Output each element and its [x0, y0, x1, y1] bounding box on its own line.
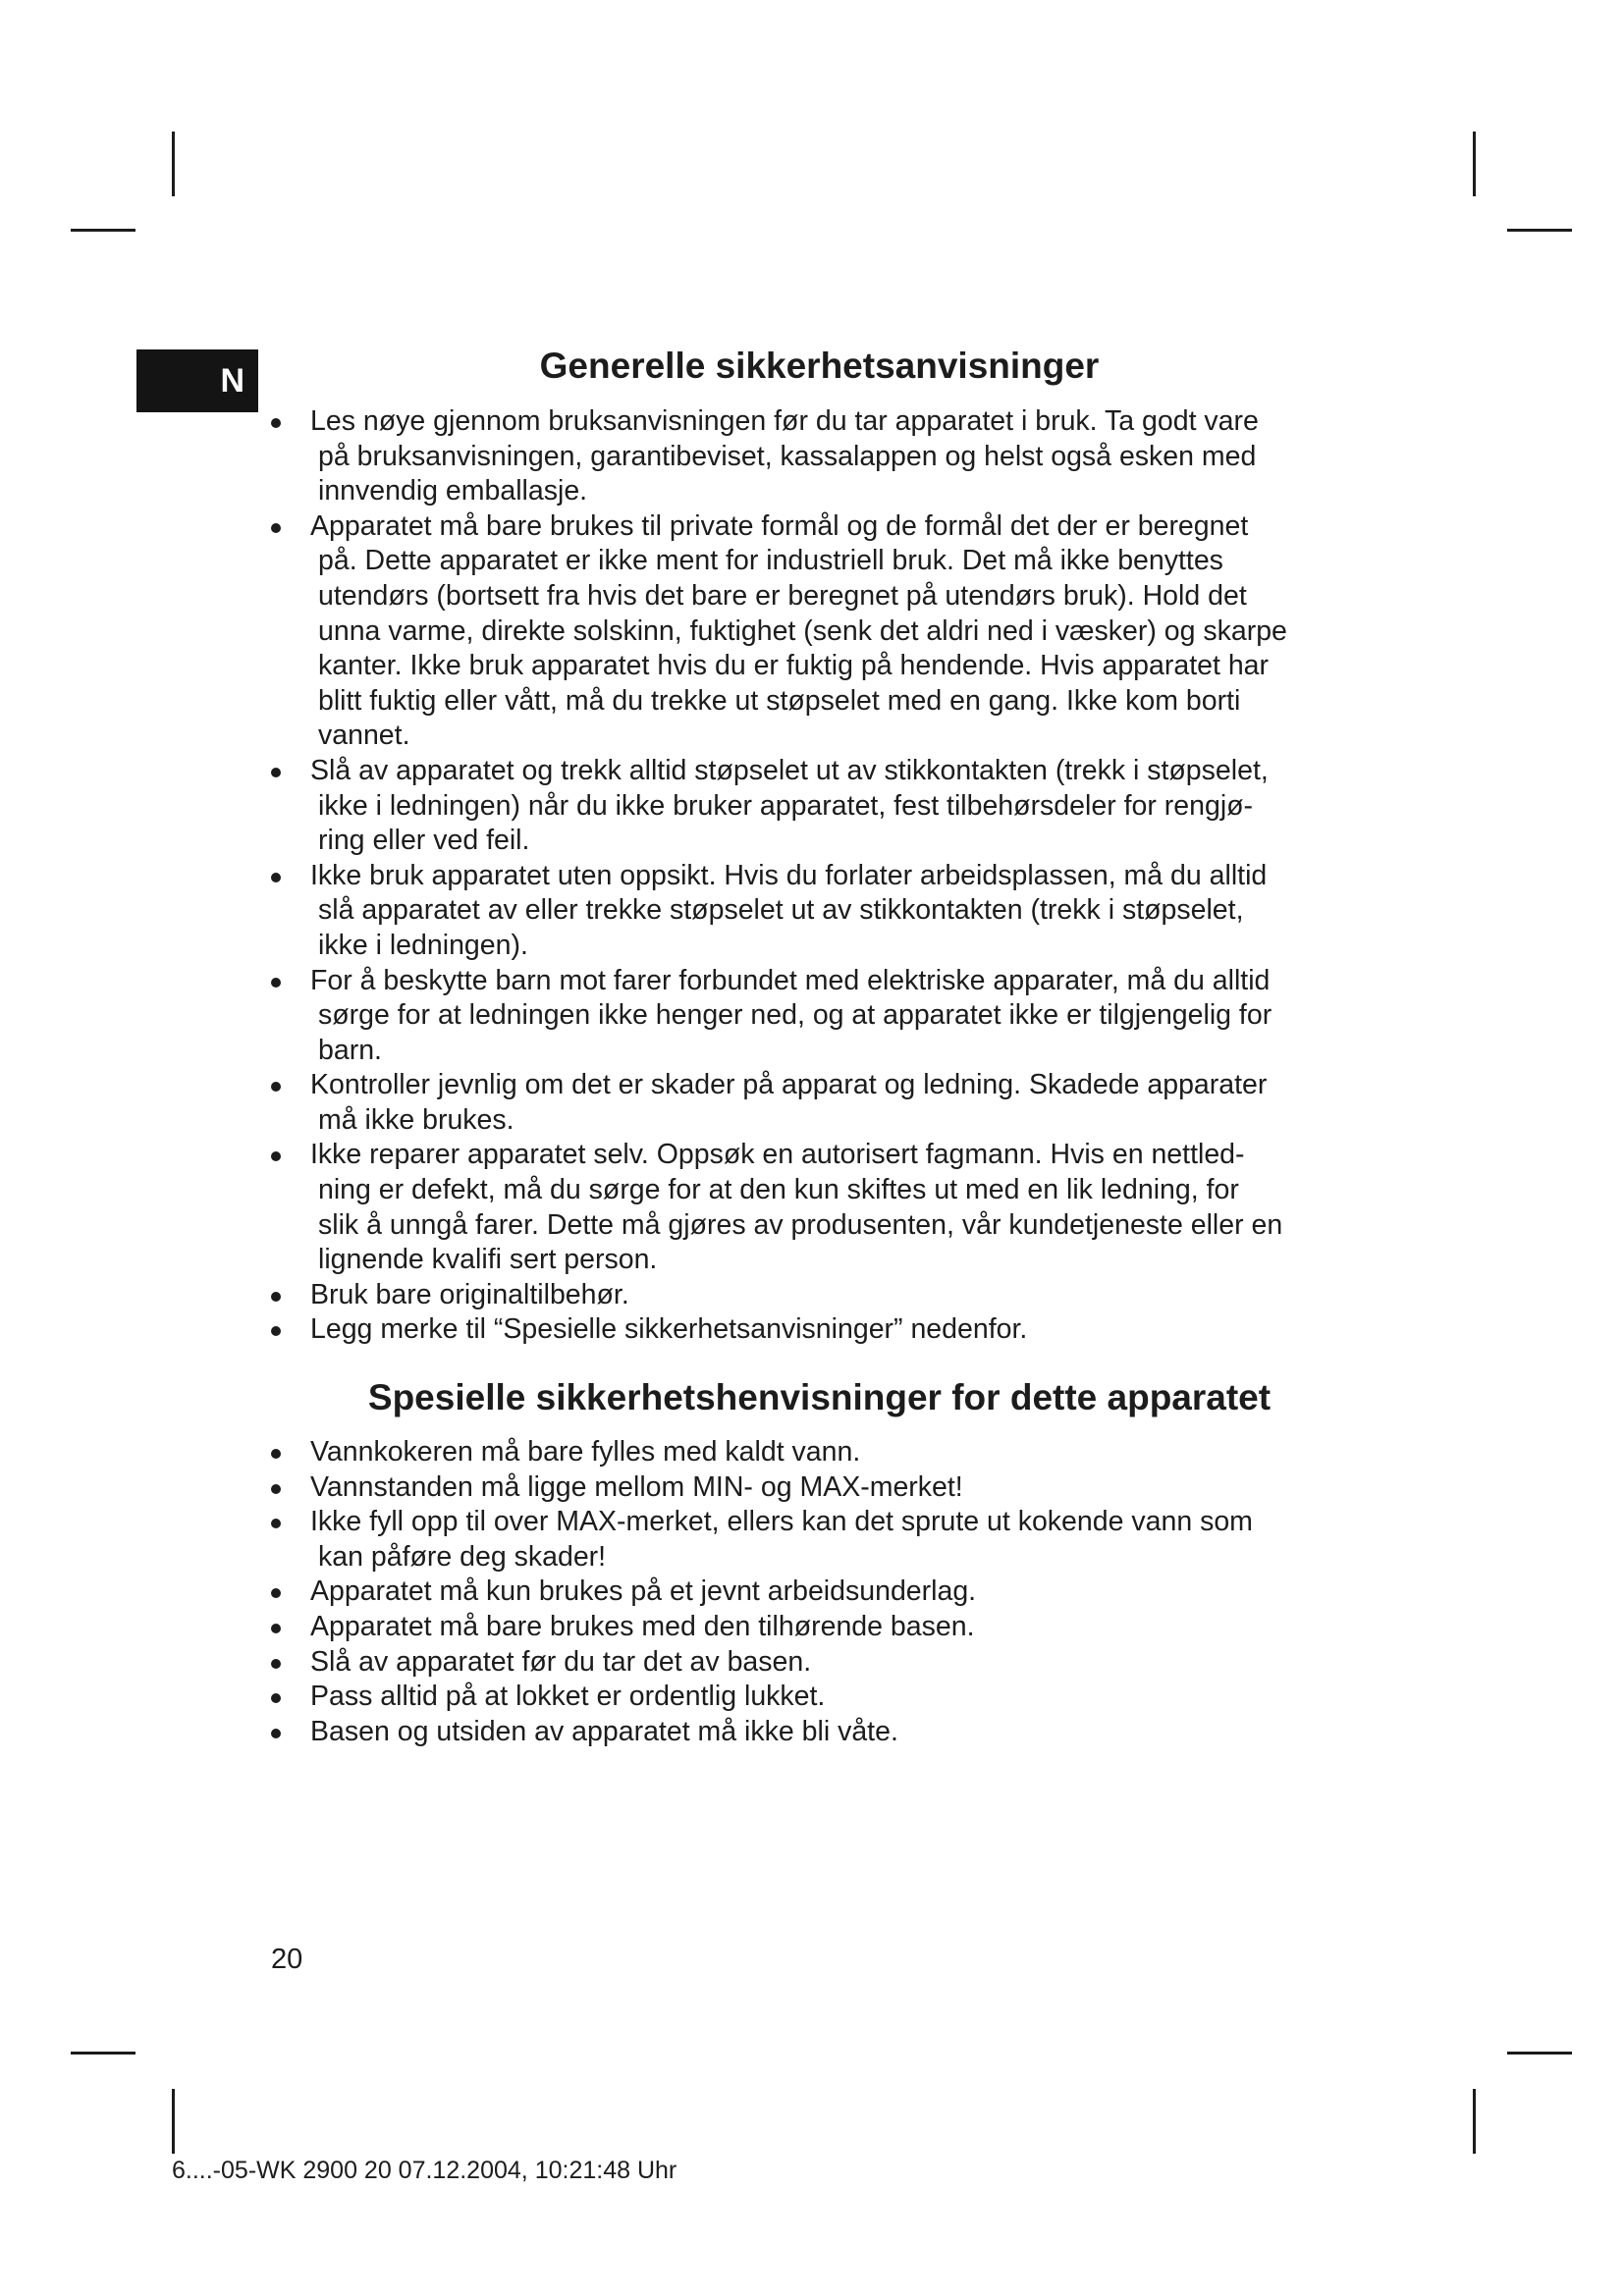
bullet-line: ring eller ved feil. — [318, 825, 530, 857]
bullet-line: Basen og utsiden av apparatet må ikke bli våte. — [310, 1715, 898, 1747]
bullet-item — [263, 1645, 1402, 1681]
bullet-item — [263, 404, 1402, 509]
bullet-line: Apparatet må bare brukes til private formål og de formål det der er beregnet — [310, 509, 1249, 542]
bullet-item — [263, 859, 1402, 964]
crop-mark-bottom-right-vertical — [1473, 2089, 1476, 2154]
bullet-line: lignende kvalifi sert person. — [318, 1244, 658, 1276]
bullet-line: Legg merke til “Spesielle sikkerhetsanvisninger” nedenfor. — [310, 1313, 1028, 1346]
crop-mark-bottom-right-horizontal — [1507, 2052, 1572, 2055]
bullet-item — [263, 1278, 1402, 1313]
crop-mark-bottom-left-vertical — [172, 2089, 175, 2154]
section-title-special-safety: Spesielle sikkerhetshenvisninger for dette apparatet — [367, 1377, 1272, 1417]
bullet-line: kanter. Ikke bruk apparatet hvis du er fuktig på hendende. Hvis apparatet har — [318, 650, 1270, 682]
crop-mark-top-right-horizontal — [1507, 229, 1572, 232]
bullet-line: Apparatet må kun brukes på et jevnt arbeidsunderlag. — [310, 1575, 977, 1608]
page-number: 20 — [271, 1944, 303, 1975]
bullet-item — [263, 1680, 1402, 1715]
bullet-line: slik å unngå farer. Dette må gjøres av produsenten, vår kundetjeneste eller en — [318, 1208, 1283, 1241]
bullet-line: på bruksanvisningen, garantibeviset, kassalappen og helst også esken med — [318, 440, 1257, 472]
bullet-line: Slå av apparatet før du tar det av basen. — [310, 1645, 812, 1678]
bullet-item — [263, 1312, 1402, 1348]
bullet-item — [263, 1068, 1402, 1138]
bullet-item — [263, 1715, 1402, 1750]
bullet-item — [263, 1470, 1402, 1506]
language-tab — [136, 349, 258, 412]
crop-mark-top-right-vertical — [1473, 132, 1476, 196]
crop-mark-top-left-vertical — [172, 132, 175, 196]
bullet-line: Slå av apparatet og trekk alltid støpselet ut av stikkontakten (trekk i støpselet, — [310, 754, 1269, 786]
bullet-line: Kontroller jevnlig om det er skader på apparat og ledning. Skadede apparater — [310, 1069, 1268, 1101]
bullet-line: Bruk bare originaltilbehør. — [310, 1278, 629, 1310]
bullet-item — [263, 964, 1402, 1069]
section-title-general-safety: Generelle sikkerhetsanvisninger — [539, 346, 1100, 386]
bullet-line: ning er defekt, må du sørge for at den kun skiftes ut med en lik ledning, for — [318, 1174, 1239, 1206]
special-safety-list — [263, 1435, 1402, 1749]
bullet-line: kan påføre deg skader! — [318, 1540, 607, 1573]
bullet-item — [263, 1138, 1402, 1277]
print-info: 6....-05-WK 2900 20 07.12.2004, 10:21:48 Uhr — [172, 2157, 677, 2184]
bullet-line: Ikke bruk apparatet uten oppsikt. Hvis du forlater arbeidsplassen, må du alltid — [310, 859, 1268, 891]
bullet-item — [263, 1575, 1402, 1610]
bullet-line: blitt fuktig eller vått, må du trekke ut støpselet med en gang. Ikke kom borti — [318, 684, 1241, 717]
bullet-line: Les nøye gjennom bruksanvisningen før du tar apparatet i bruk. Ta godt vare — [310, 405, 1259, 437]
bullet-item — [263, 1435, 1402, 1470]
bullet-item — [263, 1505, 1402, 1575]
bullet-line: ikke i ledningen) når du ikke bruker apparatet, fest tilbehørsdeler for rengjø- — [318, 789, 1254, 822]
bullet-line: må ikke brukes. — [318, 1103, 514, 1136]
bullet-line: unna varme, direkte solskinn, fuktighet (senk det aldri ned i væsker) og skarpe — [318, 614, 1287, 647]
language-tab-label: N — [220, 361, 244, 400]
bullet-line: Ikke fyll opp til over MAX-merket, ellers kan det sprute ut kokende vann som — [310, 1506, 1253, 1538]
bullet-line: slå apparatet av eller trekke støpselet ut av stikkontakten (trekk i støpselet, — [318, 894, 1244, 927]
bullet-line: Apparatet må bare brukes med den tilhørende basen. — [310, 1610, 975, 1642]
bullet-line: Vannstanden må ligge mellom MIN- og MAX-merket! — [310, 1470, 963, 1503]
crop-mark-bottom-left-horizontal — [71, 2052, 135, 2055]
bullet-line: Pass alltid på at lokket er ordentlig lukket. — [310, 1681, 826, 1713]
bullet-item — [263, 754, 1402, 859]
bullet-line: For å beskytte barn mot farer forbundet med elektriske apparater, må du alltid — [310, 964, 1271, 996]
bullet-item — [263, 509, 1402, 754]
bullet-line: innvendig emballasje. — [318, 475, 588, 507]
general-safety-list — [263, 404, 1402, 1348]
bullet-line: Ikke reparer apparatet selv. Oppsøk en autorisert fagmann. Hvis en nettled- — [310, 1139, 1245, 1171]
bullet-line: utendørs (bortsett fra hvis det bare er beregnet på utendørs bruk). Hold det — [318, 579, 1247, 612]
bullet-line: ikke i ledningen). — [318, 929, 528, 961]
bullet-line: vannet. — [318, 720, 410, 752]
bullet-line: barn. — [318, 1034, 382, 1066]
bullet-line: på. Dette apparatet er ikke ment for industriell bruk. Det må ikke benyttes — [318, 545, 1223, 577]
bullet-item — [263, 1610, 1402, 1645]
bullet-line: sørge for at ledningen ikke henger ned, og at apparatet ikke er tilgjengelig for — [318, 999, 1272, 1032]
bullet-line: Vannkokeren må bare fylles med kaldt vann. — [310, 1436, 861, 1468]
crop-mark-top-left-horizontal — [71, 229, 135, 232]
